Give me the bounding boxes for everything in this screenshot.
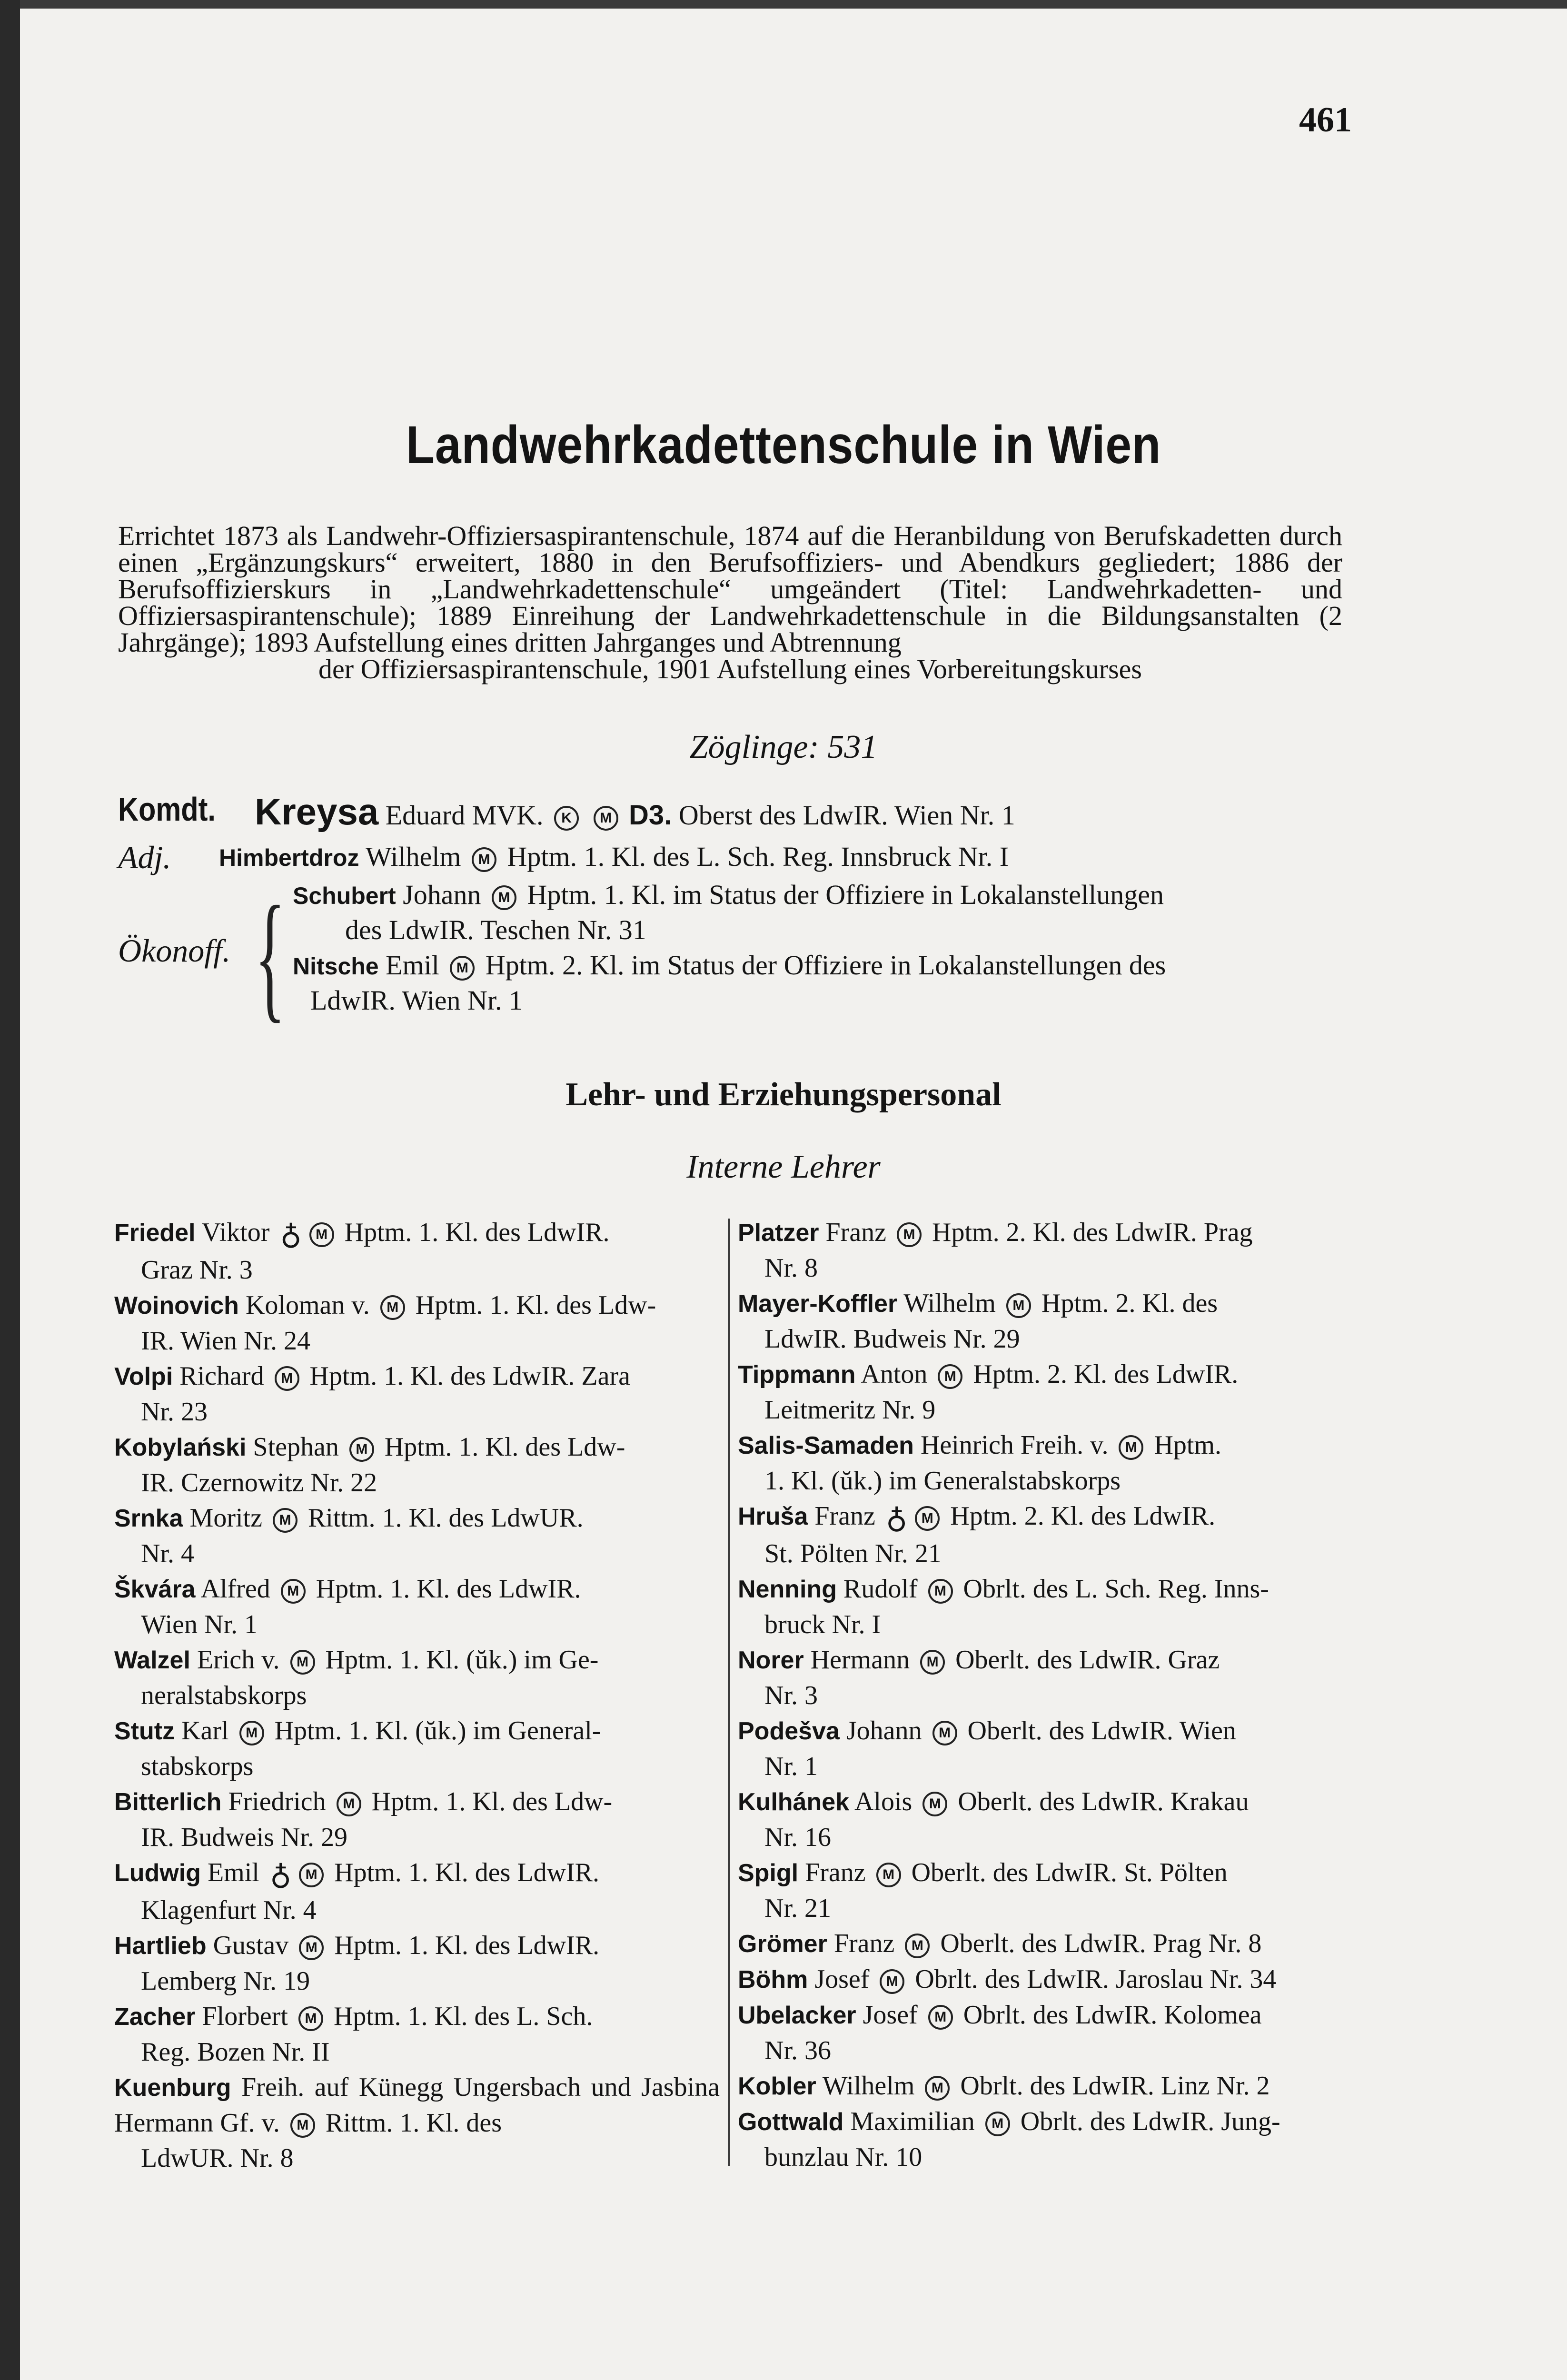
person-rank: Oberlt. des LdwIR. Graz: [955, 1645, 1220, 1675]
adj-label: Adj.: [118, 839, 171, 875]
person-rank-continued: Nr. 1: [764, 1752, 818, 1782]
person-rank: Hptm. 1. Kl. des LdwIR.: [334, 1858, 600, 1888]
k-decoration-icon: K: [554, 806, 579, 831]
person-name: Zacher: [114, 2003, 196, 2031]
person-rank-continued: Nr. 36: [764, 2036, 831, 2066]
person-rank-continued: 1. Kl. (ŭk.) im Generalstabskorps: [764, 1466, 1121, 1496]
person-rank-continued: Leitmeritz Nr. 9: [764, 1395, 936, 1425]
m-decoration-icon: M: [932, 1721, 957, 1745]
d3-decoration: D3.: [629, 800, 672, 831]
person-rank-continued: stabskorps: [141, 1752, 254, 1782]
person-rank: Hptm. 1. Kl. (ŭk.) im General-: [274, 1716, 601, 1746]
person-firstname: Josef: [814, 1964, 870, 1994]
person-rank-continued: IR. Budweis Nr. 29: [141, 1823, 347, 1853]
person-firstname: Wilhelm: [822, 2071, 915, 2101]
person-name: Walzel: [114, 1646, 190, 1675]
person-rank-continued: Nr. 21: [764, 1894, 831, 1924]
right-col-entry: [738, 1784, 1345, 1855]
person-firstname: Franz: [825, 1218, 887, 1247]
person-firstname: Richard: [179, 1361, 264, 1391]
person-rank-continued: LdwIR. Budweis Nr. 29: [764, 1324, 1020, 1354]
m-decoration-icon: M: [450, 956, 475, 981]
person-rank-continued: bruck Nr. I: [764, 1610, 881, 1640]
person-rank: Hptm. 1. Kl. (ŭk.) im Ge-: [325, 1645, 599, 1675]
m-decoration-icon: M: [290, 2113, 315, 2138]
right-col-entry: [738, 1428, 1345, 1498]
m-decoration-icon: M: [273, 1508, 298, 1533]
person-firstname: Florbert: [202, 2002, 288, 2032]
right-col-entry: [738, 1498, 1345, 1571]
person-rank: Hptm. 1. Kl. des LdwIR. Zara: [309, 1361, 630, 1391]
person-firstname: Wilhelm: [903, 1289, 996, 1318]
oekonoff-entry-2-cont: LdwIR. Wien Nr. 1: [310, 985, 523, 1016]
left-col-entry: [114, 1215, 720, 1288]
person-rank: Obrlt. des LdwIR. Jaroslau Nr. 34: [915, 1964, 1277, 1994]
subsection-heading: Interne Lehrer: [686, 1149, 881, 1185]
medal-decoration-icon: ♁: [280, 1219, 302, 1251]
left-col-entry: [114, 1429, 720, 1500]
left-col-entry: [114, 1855, 720, 1928]
oek1-firstname: Johann: [403, 879, 481, 910]
person-firstname: Johann: [846, 1716, 922, 1746]
oek2-rank: Hptm. 2. Kl. im Status der Offiziere in Lokalanstellungen des: [485, 950, 1166, 981]
person-name: Kuenburg: [114, 2074, 231, 2102]
column-divider: [728, 1219, 730, 2166]
right-col-entry: [738, 1962, 1345, 1997]
person-name: Ubelacker: [738, 2002, 856, 2030]
m-decoration-icon: M: [925, 2076, 950, 2101]
adj-rank: Hptm. 1. Kl. des L. Sch. Reg. Innsbruck Nr. I: [507, 841, 1009, 872]
person-rank-continued: IR. Wien Nr. 24: [141, 1326, 311, 1356]
person-rank: Hptm. 2. Kl. des: [1041, 1289, 1218, 1318]
person-name: Kulhánek: [738, 1788, 850, 1816]
adj-name: Himbertdroz: [219, 844, 359, 871]
person-rank-continued: St. Pölten Nr. 21: [764, 1539, 942, 1569]
person-rank: Obrlt. des LdwIR. Linz Nr. 2: [960, 2071, 1270, 2101]
person-firstname: Viktor: [201, 1218, 270, 1247]
left-col-entry: [114, 1571, 720, 1642]
right-col-entry: [738, 2068, 1345, 2104]
person-name: Grömer: [738, 1930, 827, 1958]
left-col-entry: [114, 1928, 720, 1999]
oekonoff-label: Ökonoff.: [118, 932, 231, 969]
left-col-entry: [114, 1999, 720, 2070]
left-col-entry: [114, 1784, 720, 1855]
komdt-name: Kreysa: [255, 791, 379, 833]
left-col-entry: [114, 1713, 720, 1784]
person-name: Stutz: [114, 1717, 175, 1745]
person-rank-continued: LdwUR. Nr. 8: [141, 2143, 294, 2173]
m-decoration-icon: M: [915, 1506, 940, 1531]
oekonoff-entry-1-cont: des LdwIR. Teschen Nr. 31: [345, 914, 646, 945]
m-decoration-icon: M: [880, 1969, 904, 1994]
person-firstname: Franz: [805, 1858, 866, 1888]
right-col-entry: [738, 1997, 1345, 2068]
right-col-entry: [738, 1357, 1345, 1428]
person-name: Bitterlich: [114, 1788, 222, 1816]
oek1-name: Schubert: [293, 883, 396, 909]
komdt-label: Komdt.: [118, 791, 216, 828]
adj-entry: [219, 841, 1009, 873]
oek1-rank: Hptm. 1. Kl. im Status der Offiziere in Lokalanstellungen: [527, 879, 1164, 910]
person-rank-continued: Reg. Bozen Nr. II: [141, 2037, 330, 2067]
left-col-entry: [114, 1500, 720, 1571]
oekonoff-entry-1: [293, 879, 1164, 911]
person-firstname: Moritz: [189, 1503, 262, 1533]
m-decoration-icon: M: [299, 1863, 324, 1887]
m-decoration-icon: M: [239, 1721, 264, 1745]
right-col-entry: [738, 1926, 1345, 1962]
person-name: Platzer: [738, 1219, 819, 1247]
person-rank: Hptm. 1. Kl. des Ldw-: [415, 1290, 656, 1320]
person-rank-continued: Lemberg Nr. 19: [141, 1966, 310, 1996]
person-firstname: Friedrich: [228, 1787, 326, 1817]
m-decoration-icon: M: [876, 1863, 901, 1887]
person-rank: Rittm. 1. Kl. des LdwUR.: [307, 1503, 584, 1533]
person-name: Tippmann: [738, 1361, 856, 1388]
person-firstname: Stephan: [253, 1432, 339, 1462]
right-col-entry: [738, 1286, 1345, 1357]
person-rank: Oberlt. des LdwIR. Wien: [967, 1716, 1236, 1746]
person-rank: Oberlt. des LdwIR. St. Pölten: [911, 1858, 1228, 1888]
m-decoration-icon: M: [349, 1437, 374, 1462]
person-firstname: Karl: [181, 1716, 229, 1746]
person-rank: Hptm. 2. Kl. des LdwIR.: [950, 1501, 1216, 1531]
left-col-entry: [114, 1288, 720, 1359]
intro-text: Errichtet 1873 als Landwehr-Offiziersaspirantenschule, 1874 auf die Heranbildung von Berufskadetten durch einen „Ergänzungskurs“ erweitert, 1880 in den Berufsoffiziers- und Abendkurs gegliedert; 1886 der Berufsoffizierskurs in „Landwehrkadettenschule“ umgeändert (Titel: Landwehrkadetten- und Offiziersaspirantenschule); 1889 Einreihung der Landwehrkadettenschule in die Bildungsanstalten (2 Jahrgänge); 1893 Aufstellung eines dritten Jahrganges und Abtrennung: [118, 520, 1342, 658]
right-col-entry: [738, 1642, 1345, 1713]
person-firstname: Emil: [207, 1858, 259, 1888]
m-decoration-icon: M: [299, 1935, 324, 1960]
student-count: Zöglinge: 531: [689, 729, 878, 765]
m-decoration-icon: M: [281, 1579, 306, 1604]
page-number: 461: [1299, 100, 1352, 139]
right-col-entry: [738, 1713, 1345, 1784]
m-decoration-icon: M: [290, 1650, 315, 1675]
person-firstname: Freih. auf Künegg Ungersbach und Jasbina Hermann Gf. v.: [114, 2073, 720, 2138]
oek2-firstname: Emil: [386, 950, 439, 981]
person-rank: Hptm.: [1154, 1430, 1222, 1460]
person-name: Nenning: [738, 1576, 837, 1604]
m-decoration-icon: M: [275, 1366, 299, 1391]
scan-border-top: [0, 0, 1567, 9]
person-name: Spigl: [738, 1859, 799, 1887]
m-decoration-icon: M: [298, 2006, 323, 2031]
person-rank-continued: Nr. 16: [764, 1823, 831, 1853]
m-decoration-icon: M: [922, 1792, 947, 1816]
person-rank-continued: Nr. 23: [141, 1397, 208, 1427]
person-rank: Hptm. 1. Kl. des Ldw-: [384, 1432, 625, 1462]
right-col-entry: [738, 1215, 1345, 1286]
oek2-name: Nitsche: [293, 953, 379, 980]
m-decoration-icon: M: [920, 1650, 945, 1675]
person-rank-continued: Nr. 4: [141, 1539, 194, 1569]
oekonoff-entry-2: [293, 949, 1166, 981]
person-rank: Hptm. 1. Kl. des Ldw-: [371, 1787, 613, 1817]
person-firstname: Franz: [814, 1501, 875, 1531]
right-col-entry: [738, 1571, 1345, 1642]
left-col-entry: [114, 2070, 720, 2176]
person-name: Hruša: [738, 1503, 808, 1530]
person-rank: Hptm. 1. Kl. des LdwIR.: [344, 1218, 610, 1247]
person-rank: Hptm. 1. Kl. des L. Sch.: [333, 2002, 593, 2032]
person-rank: Hptm. 2. Kl. des LdwIR.: [973, 1359, 1239, 1389]
person-firstname: Anton: [861, 1359, 928, 1389]
person-rank: Oberlt. des LdwIR. Krakau: [958, 1787, 1249, 1817]
person-rank-continued: Nr. 3: [764, 1681, 818, 1711]
left-col-entry: [114, 1642, 720, 1713]
person-name: Norer: [738, 1646, 804, 1675]
left-column: [114, 1215, 720, 2176]
m-decoration-icon: M: [938, 1364, 962, 1389]
medal-decoration-icon: ♁: [269, 1859, 292, 1892]
m-decoration-icon: M: [337, 1792, 361, 1816]
person-firstname: Heinrich Freih. v.: [920, 1430, 1109, 1460]
m-decoration-icon: M: [594, 806, 618, 831]
section-heading: Lehr- und Erziehungspersonal: [565, 1076, 1002, 1113]
m-decoration-icon: M: [1119, 1435, 1143, 1460]
m-decoration-icon: M: [928, 1579, 953, 1604]
m-decoration-icon: M: [1006, 1293, 1031, 1318]
m-decoration-icon: M: [928, 2005, 953, 2030]
m-decoration-icon: M: [492, 885, 516, 910]
komdt-rank: Oberst des LdwIR. Wien Nr. 1: [678, 800, 1015, 831]
person-name: Ludwig: [114, 1859, 201, 1887]
person-rank: Hptm. 2. Kl. des LdwIR. Prag: [932, 1218, 1253, 1247]
m-decoration-icon: M: [905, 1934, 930, 1958]
right-column: [738, 1215, 1345, 2175]
person-rank: Hptm. 1. Kl. des LdwIR.: [334, 1931, 600, 1961]
person-name: Volpi: [114, 1363, 173, 1391]
person-rank-continued: bunzlau Nr. 10: [764, 2142, 922, 2172]
person-rank-continued: neralstabskorps: [141, 1681, 307, 1711]
komdt-firstname: Eduard MVK.: [385, 800, 544, 831]
person-firstname: Franz: [833, 1929, 895, 1959]
person-rank-continued: Graz Nr. 3: [141, 1255, 253, 1285]
person-name: Podešva: [738, 1717, 840, 1745]
person-name: Salis-Samaden: [738, 1432, 914, 1459]
komdt-entry: [255, 790, 1015, 833]
m-decoration-icon: M: [897, 1222, 922, 1247]
person-rank-continued: Nr. 8: [764, 1253, 818, 1283]
medal-decoration-icon: ♁: [885, 1502, 908, 1535]
person-name: Mayer-Koffler: [738, 1290, 898, 1318]
intro-paragraph: [118, 520, 1342, 684]
person-firstname: Alois: [854, 1787, 912, 1817]
person-rank: Obrlt. des L. Sch. Reg. Inns-: [963, 1574, 1269, 1604]
person-name: Friedel: [114, 1219, 196, 1247]
person-rank-continued: Wien Nr. 1: [141, 1610, 258, 1640]
person-name: Škvára: [114, 1576, 196, 1604]
m-decoration-icon: M: [380, 1295, 405, 1320]
person-firstname: Erich v.: [197, 1645, 280, 1675]
person-rank: Oberlt. des LdwIR. Prag Nr. 8: [940, 1929, 1262, 1959]
person-rank: Hptm. 1. Kl. des LdwIR.: [316, 1574, 581, 1604]
person-name: Hartlieb: [114, 1932, 207, 1960]
person-name: Böhm: [738, 1966, 808, 1994]
brace-symbol: {: [255, 877, 286, 1035]
person-name: Srnka: [114, 1505, 183, 1533]
person-firstname: Maximilian: [850, 2107, 975, 2137]
m-decoration-icon: M: [309, 1222, 334, 1247]
intro-last-line: der Offiziersaspirantenschule, 1901 Aufstellung eines Vorbereitungskurses: [318, 654, 1142, 684]
person-name: Kobler: [738, 2073, 816, 2101]
right-col-entry: [738, 1855, 1345, 1926]
page-title: Landwehrkadettenschule in Wien: [406, 415, 1161, 475]
scan-border-left: [0, 0, 20, 2380]
person-name: Gottwald: [738, 2108, 844, 2136]
person-name: Kobylański: [114, 1434, 247, 1462]
m-decoration-icon: M: [472, 847, 496, 872]
right-col-entry: [738, 2104, 1345, 2175]
person-firstname: Josef: [863, 2000, 918, 2030]
person-name: Woinovich: [114, 1292, 239, 1320]
person-firstname: Alfred: [200, 1574, 270, 1604]
person-firstname: Hermann: [810, 1645, 910, 1675]
person-firstname: Rudolf: [843, 1574, 918, 1604]
m-decoration-icon: M: [985, 2112, 1010, 2136]
person-rank: Obrlt. des LdwIR. Kolomea: [963, 2000, 1262, 2030]
left-col-entry: [114, 1359, 720, 1429]
person-rank: Obrlt. des LdwIR. Jung-: [1020, 2107, 1280, 2137]
person-rank-continued: IR. Czernowitz Nr. 22: [141, 1468, 377, 1498]
person-firstname: Gustav: [213, 1931, 289, 1961]
person-rank: Rittm. 1. Kl. des: [325, 2108, 502, 2138]
person-firstname: Koloman v.: [245, 1290, 370, 1320]
person-rank-continued: Klagenfurt Nr. 4: [141, 1895, 317, 1925]
adj-firstname: Wilhelm: [365, 841, 461, 872]
